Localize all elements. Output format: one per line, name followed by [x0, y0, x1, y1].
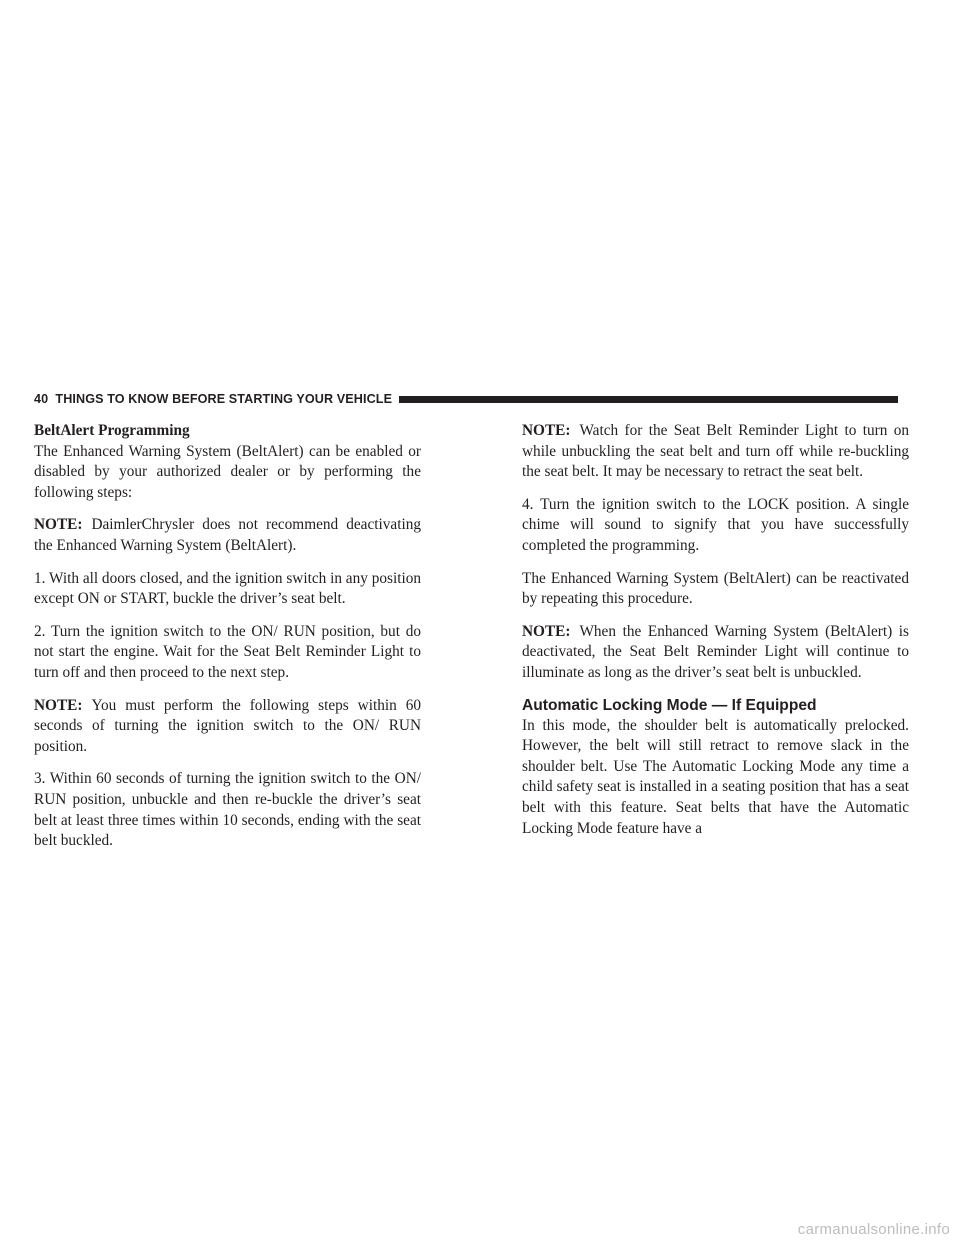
header-rule — [399, 396, 898, 403]
note-text: You must perform the following steps within 60 seconds of turning the ignition switch to the ON/ RUN position. — [34, 696, 421, 755]
section-title: THINGS TO KNOW BEFORE STARTING YOUR VEHICLE — [55, 392, 393, 406]
note-paragraph-1 — [34, 515, 421, 556]
note-label: NOTE: — [34, 516, 83, 534]
site-watermark: carmanualsonline.info — [797, 1221, 950, 1238]
reactivate-paragraph: The Enhanced Warning System (BeltAlert) can be reactivated by repeating this procedure. — [522, 569, 909, 608]
note-label: NOTE: — [522, 622, 571, 640]
step-2-paragraph: 2. Turn the ignition switch to the ON/ RUN position, but do not start the engine. Wait for the Seat Belt Reminder Light to turn off and then proceed to the next step. — [34, 622, 421, 681]
note-paragraph-4 — [522, 622, 909, 684]
note-paragraph-3 — [522, 421, 909, 483]
step-4-paragraph: 4. Turn the ignition switch to the LOCK position. A single chime will sound to signify that you have successfully completed the programming. — [522, 495, 909, 554]
beltalert-programming-heading: BeltAlert Programming — [34, 422, 190, 439]
intro-paragraph: The Enhanced Warning System (BeltAlert) can be enabled or disabled by your authorized dealer or by performing the following steps: — [34, 442, 421, 501]
step-3-paragraph: 3. Within 60 seconds of turning the ignition switch to the ON/ RUN position, unbuckle and then re-buckle the driver’s seat belt at least three times within 10 seconds, ending with the seat belt buckled. — [34, 770, 421, 850]
step-1-paragraph: 1. With all doors closed, and the ignition switch in any position except ON or START, buckle the driver’s seat belt. — [34, 569, 422, 608]
automatic-locking-mode-paragraph: In this mode, the shoulder belt is automatically prelocked. However, the belt will still retract to remove slack in the shoulder belt. Use The Automatic Locking Mode any time a child safety seat is installed in a seating position that has a seat belt with this feature. Seat belts that have the Automatic Locking Mode feature have a — [522, 716, 909, 837]
note-label: NOTE: — [34, 696, 83, 714]
note-paragraph-2 — [34, 696, 421, 758]
page-header-text — [34, 392, 392, 406]
right-column — [522, 421, 909, 839]
page-number: 40 — [34, 392, 49, 406]
note-label: NOTE: — [522, 422, 571, 439]
automatic-locking-mode-heading: Automatic Locking Mode — If Equipped — [522, 696, 817, 714]
note-text: Watch for the Seat Belt Reminder Light to turn on while unbuckling the seat belt and turn off while re-buckling the seat belt. It may be necessary to retract the seat belt. — [522, 422, 909, 481]
note-text: When the Enhanced Warning System (BeltAlert) is deactivated, the Seat Belt Reminder Light will continue to illuminate as long as the driver’s seat belt is unbuckled. — [522, 622, 909, 681]
page-header — [34, 391, 898, 407]
left-column — [34, 421, 421, 852]
note-text: DaimlerChrysler does not recommend deactivating the Enhanced Warning System (BeltAlert). — [34, 516, 421, 554]
